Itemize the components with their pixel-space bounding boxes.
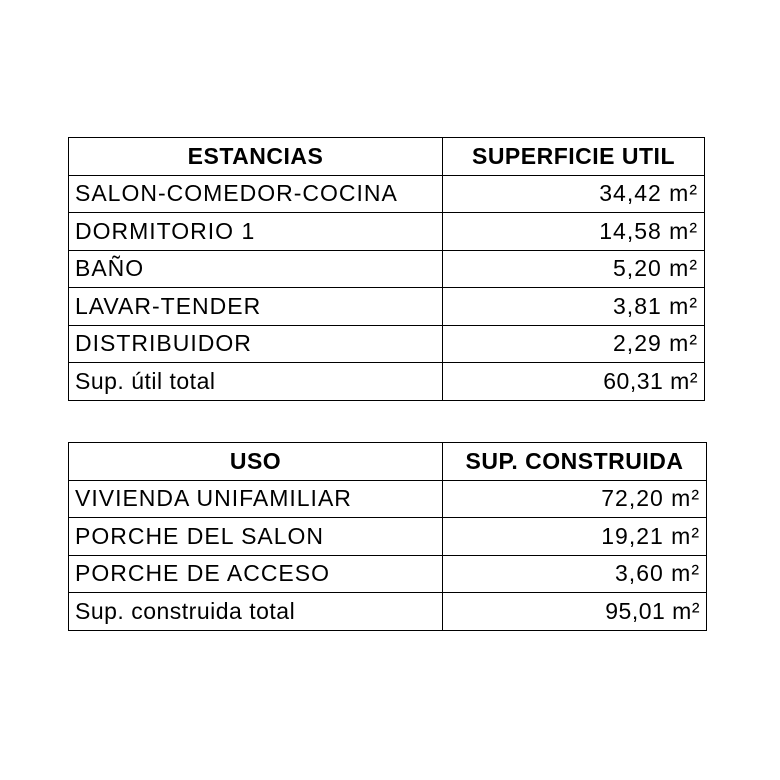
table-row [69, 288, 705, 326]
room-area: 3,81 m² [443, 288, 705, 326]
room-name: DORMITORIO 1 [69, 213, 443, 251]
table-row [69, 555, 707, 593]
total-value: 95,01 m² [443, 593, 707, 631]
use-name: PORCHE DE ACCESO [69, 555, 443, 593]
use-area: 19,21 m² [443, 518, 707, 556]
column-header-rooms: ESTANCIAS [69, 138, 443, 176]
room-name: LAVAR-TENDER [69, 288, 443, 326]
total-label: Sup. útil total [69, 363, 443, 401]
column-header-use: USO [69, 443, 443, 481]
table-row [69, 213, 705, 251]
total-value: 60,31 m² [443, 363, 705, 401]
use-area: 3,60 m² [443, 555, 707, 593]
built-area-table [68, 442, 707, 631]
total-row [69, 593, 707, 631]
table-row [69, 480, 707, 518]
room-name: DISTRIBUIDOR [69, 325, 443, 363]
room-name: SALON-COMEDOR-COCINA [69, 175, 443, 213]
room-area: 14,58 m² [443, 213, 705, 251]
total-row [69, 363, 705, 401]
table-row [69, 250, 705, 288]
room-area: 34,42 m² [443, 175, 705, 213]
table-row [69, 518, 707, 556]
table-row [69, 325, 705, 363]
use-area: 72,20 m² [443, 480, 707, 518]
room-area: 5,20 m² [443, 250, 705, 288]
table-header-row [69, 138, 705, 176]
use-name: VIVIENDA UNIFAMILIAR [69, 480, 443, 518]
rooms-area-table [68, 137, 705, 401]
room-area: 2,29 m² [443, 325, 705, 363]
column-header-built-area: SUP. CONSTRUIDA [443, 443, 707, 481]
table-row [69, 175, 705, 213]
room-name: BAÑO [69, 250, 443, 288]
table-header-row [69, 443, 707, 481]
column-header-useful-area: SUPERFICIE UTIL [443, 138, 705, 176]
total-label: Sup. construida total [69, 593, 443, 631]
use-name: PORCHE DEL SALON [69, 518, 443, 556]
